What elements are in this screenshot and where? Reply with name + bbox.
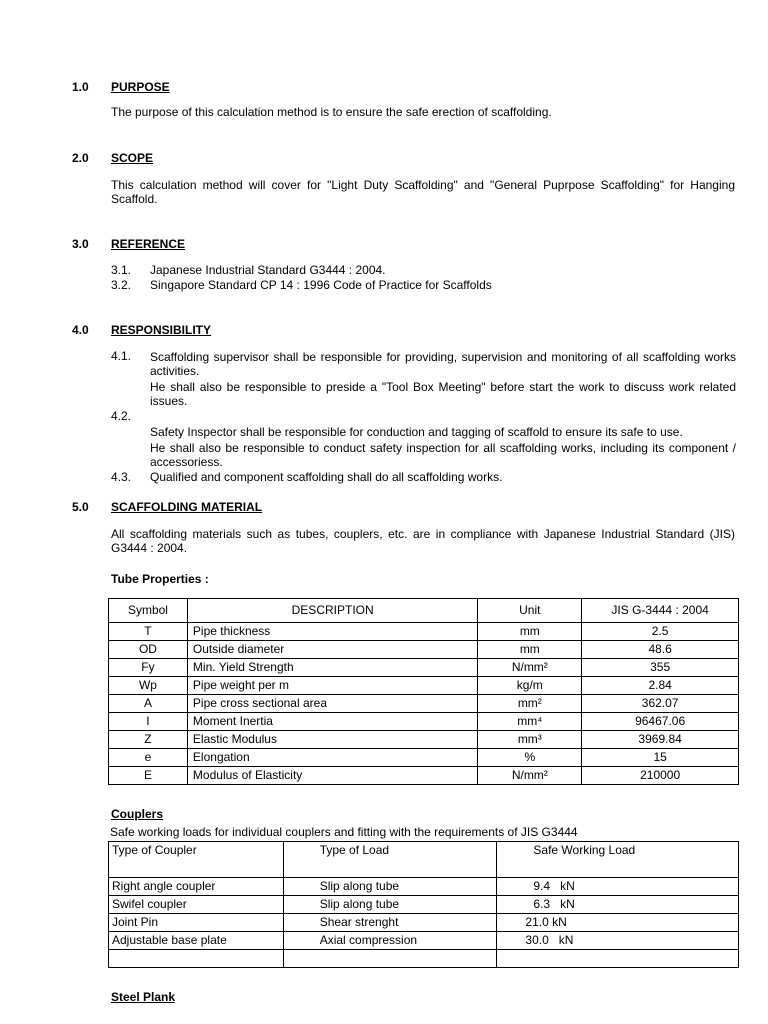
table-cell: Outside diameter bbox=[187, 641, 477, 659]
table-cell: Slip along tube bbox=[283, 896, 497, 914]
table-cell: 355 bbox=[582, 659, 739, 677]
table-cell: e bbox=[109, 749, 188, 767]
table-cell: 2.84 bbox=[582, 677, 739, 695]
table-cell: mm bbox=[478, 623, 582, 641]
table-cell: Joint Pin bbox=[109, 914, 284, 932]
material-text: All scaffolding materials such as tubes, couplers, etc. are in compliance with Japanese Industrial Standard (JIS) G3444 : 2004. bbox=[111, 527, 735, 555]
responsibility-item-number: 4.1. bbox=[111, 349, 132, 363]
table-row bbox=[109, 659, 739, 677]
table-cell: 30.0 kN bbox=[497, 932, 739, 950]
table-cell: N/mm² bbox=[478, 767, 582, 785]
table-cell: Elongation bbox=[187, 749, 477, 767]
table-header-cell: Unit bbox=[478, 599, 582, 623]
table-cell bbox=[109, 950, 284, 968]
table-cell: A bbox=[109, 695, 188, 713]
table-cell: 21.0 kN bbox=[497, 914, 739, 932]
table-cell: Right angle coupler bbox=[109, 878, 284, 896]
table-cell: T bbox=[109, 623, 188, 641]
table-row bbox=[109, 749, 739, 767]
table-cell: Shear strenght bbox=[283, 914, 497, 932]
section-4-title: RESPONSIBILITY bbox=[111, 323, 212, 337]
table-cell: N/mm² bbox=[478, 659, 582, 677]
table-cell: Slip along tube bbox=[283, 878, 497, 896]
table-cell bbox=[283, 950, 497, 968]
section-5-title: SCAFFOLDING MATERIAL bbox=[111, 500, 263, 514]
table-cell: Z bbox=[109, 731, 188, 749]
table-row bbox=[109, 767, 739, 785]
table-header-row bbox=[109, 599, 739, 623]
table-cell: Pipe weight per m bbox=[187, 677, 477, 695]
table-header-cell: DESCRIPTION bbox=[187, 599, 477, 623]
section-5-number: 5.0 bbox=[72, 500, 89, 514]
section-3-number: 3.0 bbox=[72, 237, 89, 251]
table-row bbox=[109, 713, 739, 731]
scope-text: This calculation method will cover for "Light Duty Scaffolding" and "General Puprpose Scaffolding" for Hanging Scaffold. bbox=[111, 178, 735, 206]
table-cell: kg/m bbox=[478, 677, 582, 695]
table-row bbox=[109, 677, 739, 695]
reference-item-text: Japanese Industrial Standard G3444 : 2004. bbox=[150, 263, 386, 277]
table-cell: Moment Inertia bbox=[187, 713, 477, 731]
table-cell: 2.5 bbox=[582, 623, 739, 641]
table-cell: I bbox=[109, 713, 188, 731]
table-cell bbox=[497, 950, 739, 968]
table-cell: % bbox=[478, 749, 582, 767]
table-row bbox=[109, 950, 739, 968]
table-row bbox=[109, 623, 739, 641]
section-2-title: SCOPE bbox=[111, 151, 154, 165]
table-cell: Elastic Modulus bbox=[187, 731, 477, 749]
section-4-number: 4.0 bbox=[72, 323, 89, 337]
table-cell: Fy bbox=[109, 659, 188, 677]
table-cell: 210000 bbox=[582, 767, 739, 785]
table-cell: 48.6 bbox=[582, 641, 739, 659]
table-cell: 362.07 bbox=[582, 695, 739, 713]
table-cell: 15 bbox=[582, 749, 739, 767]
table-cell: Modulus of Elasticity bbox=[187, 767, 477, 785]
responsibility-item-number: 4.3. bbox=[111, 470, 132, 484]
table-cell: Axial compression bbox=[283, 932, 497, 950]
section-2-number: 2.0 bbox=[72, 151, 89, 165]
tube-properties-title: Tube Properties : bbox=[111, 572, 209, 586]
couplers-title: Couplers bbox=[111, 807, 164, 821]
table-row bbox=[109, 914, 739, 932]
table-header-row bbox=[109, 842, 739, 878]
table-cell: E bbox=[109, 767, 188, 785]
couplers-table bbox=[108, 841, 739, 968]
table-cell: Min. Yield Strength bbox=[187, 659, 477, 677]
responsibility-item-text: Qualified and component scaffolding shall do all scaffolding works. bbox=[150, 470, 503, 484]
table-row bbox=[109, 878, 739, 896]
section-1-number: 1.0 bbox=[72, 80, 89, 94]
table-cell: Swifel coupler bbox=[109, 896, 284, 914]
table-row bbox=[109, 695, 739, 713]
table-header-cell: JIS G-3444 : 2004 bbox=[582, 599, 739, 623]
table-header-cell: Symbol bbox=[109, 599, 188, 623]
table-header-cell: Type of Load bbox=[283, 842, 497, 878]
responsibility-item-text: Scaffolding supervisor shall be responsible for providing, supervision and monitoring of all scaffolding works activities. bbox=[150, 350, 736, 378]
section-1-title: PURPOSE bbox=[111, 80, 170, 94]
table-row bbox=[109, 932, 739, 950]
responsibility-item-text: He shall also be responsible to preside a "Tool Box Meeting" before start the work to discuss work related issues. bbox=[150, 380, 736, 408]
section-3-title: REFERENCE bbox=[111, 237, 186, 251]
reference-item-number: 3.1. bbox=[111, 263, 132, 277]
table-cell: 6.3 kN bbox=[497, 896, 739, 914]
reference-item-number: 3.2. bbox=[111, 278, 132, 292]
table-cell: Adjustable base plate bbox=[109, 932, 284, 950]
couplers-text: Safe working loads for individual couplers and fitting with the requirements of JIS G3444 bbox=[110, 825, 578, 839]
table-cell: Pipe thickness bbox=[187, 623, 477, 641]
reference-item-text: Singapore Standard CP 14 : 1996 Code of Practice for Scaffolds bbox=[150, 278, 492, 292]
table-header-cell: Type of Coupler bbox=[109, 842, 284, 878]
table-row bbox=[109, 641, 739, 659]
table-cell: mm bbox=[478, 641, 582, 659]
responsibility-item-number: 4.2. bbox=[111, 409, 132, 423]
responsibility-item-text: He shall also be responsible to conduct safety inspection for all scaffolding works, including its component / accessoriess. bbox=[150, 441, 736, 469]
table-cell: mm² bbox=[478, 695, 582, 713]
steel-plank-title: Steel Plank bbox=[111, 990, 176, 1004]
table-cell: Wp bbox=[109, 677, 188, 695]
table-row bbox=[109, 731, 739, 749]
table-cell: 9.4 kN bbox=[497, 878, 739, 896]
table-cell: Pipe cross sectional area bbox=[187, 695, 477, 713]
table-cell: mm⁴ bbox=[478, 713, 582, 731]
tube-properties-table bbox=[108, 598, 739, 785]
table-cell: OD bbox=[109, 641, 188, 659]
purpose-text: The purpose of this calculation method is to ensure the safe erection of scaffolding. bbox=[111, 105, 552, 119]
table-row bbox=[109, 896, 739, 914]
table-cell: 3969.84 bbox=[582, 731, 739, 749]
responsibility-item-text: Safety Inspector shall be responsible for conduction and tagging of scaffold to ensure its safe to use. bbox=[150, 425, 683, 439]
table-cell: mm³ bbox=[478, 731, 582, 749]
table-header-cell: Safe Working Load bbox=[497, 842, 739, 878]
table-cell: 96467.06 bbox=[582, 713, 739, 731]
